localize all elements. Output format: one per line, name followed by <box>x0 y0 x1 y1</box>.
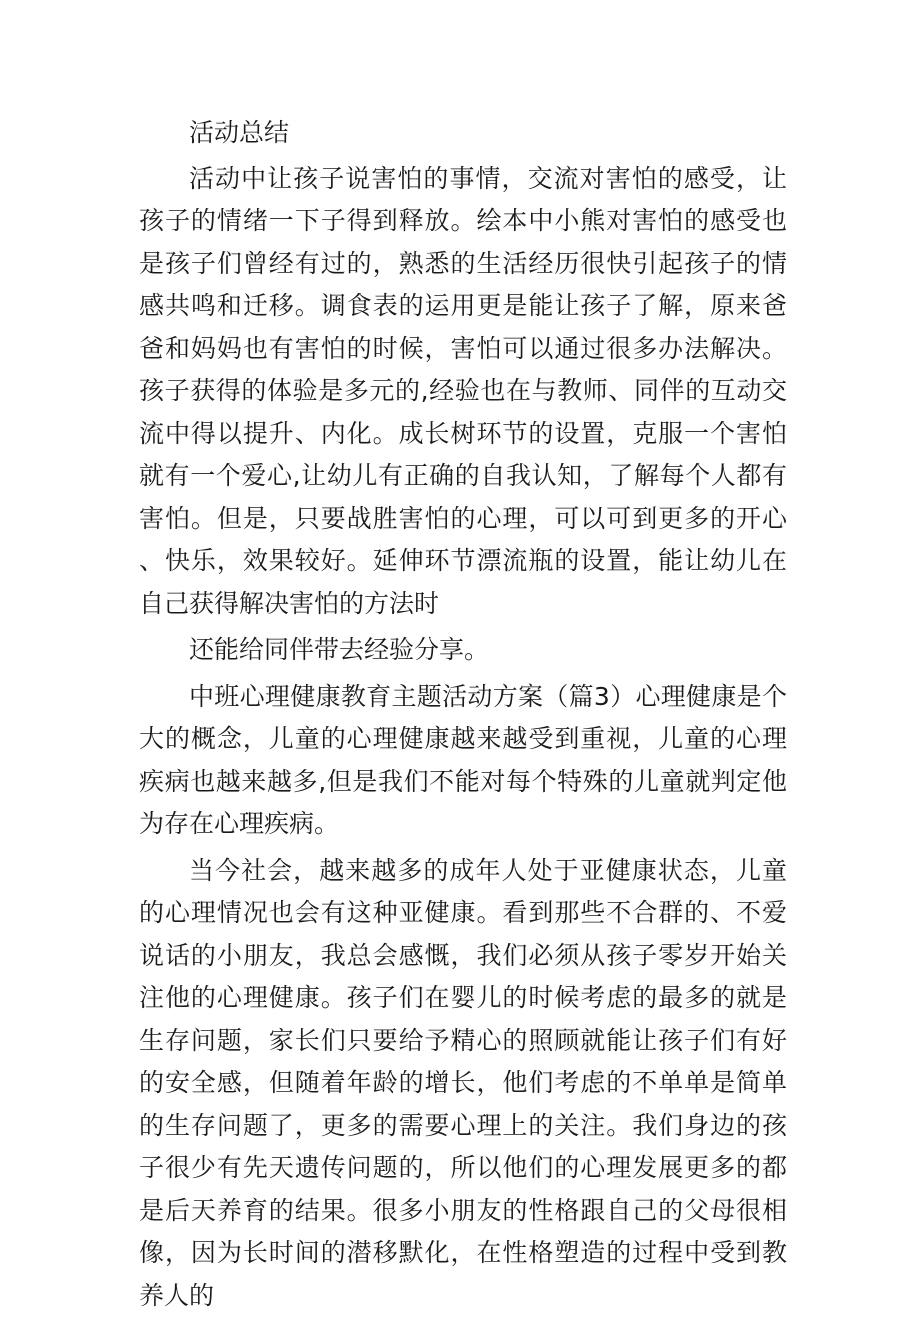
paragraph-sharing: 还能给同伴带去经验分享。 <box>139 629 787 672</box>
paragraph-plan-intro: 中班心理健康教育主题活动方案（篇3）心理健康是个大的概念，儿童的心理健康越来越受到重视，儿童的心理疾病也越来越多,但是我们不能对每个特殊的儿童就判定他为存在心理疾病。 <box>139 676 787 846</box>
paragraph-activity-summary: 活动中让孩子说害怕的事情，交流对害怕的感受，让孩子的情绪一下子得到释放。绘本中小熊对害怕的感受也是孩子们曾经有过的，熟悉的生活经历很快引起孩子的情感共鸣和迁移。调食表的运用更是能让孩子了解，原来爸爸和妈妈也有害怕的时候，害怕可以通过很多办法解决。孩子获得的体验是多元的,经验也在与教师、同伴的互动交流中得以提升、内化。成长树环节的设置，克服一个害怕就有一个爱心,让幼儿有正确的自我认知，了解每个人都有害怕。但是，只要战胜害怕的心理，可以可到更多的开心、快乐，效果较好。延伸环节漂流瓶的设置，能让幼儿在自己获得解决害怕的方法时 <box>139 158 787 626</box>
section-heading: 活动总结 <box>139 112 787 155</box>
document-body <box>139 112 787 1317</box>
paragraph-society: 当今社会，越来越多的成年人处于亚健康状态，儿童的心理情况也会有这种亚健康。看到那些不合群的、不爱说话的小朋友，我总会感慨，我们必须从孩子零岁开始关注他的心理健康。孩子们在婴儿的时候考虑的最多的就是生存问题，家长们只要给予精心的照顾就能让孩子们有好的安全感，但随着年龄的增长，他们考虑的不单单是简单的生存问题了，更多的需要心理上的关注。我们身边的孩子很少有先天遗传问题的，所以他们的心理发展更多的都是后天养育的结果。很多小朋友的性格跟自己的父母很相像，因为长时间的潜移默化，在性格塑造的过程中受到教养人的 <box>139 850 787 1317</box>
